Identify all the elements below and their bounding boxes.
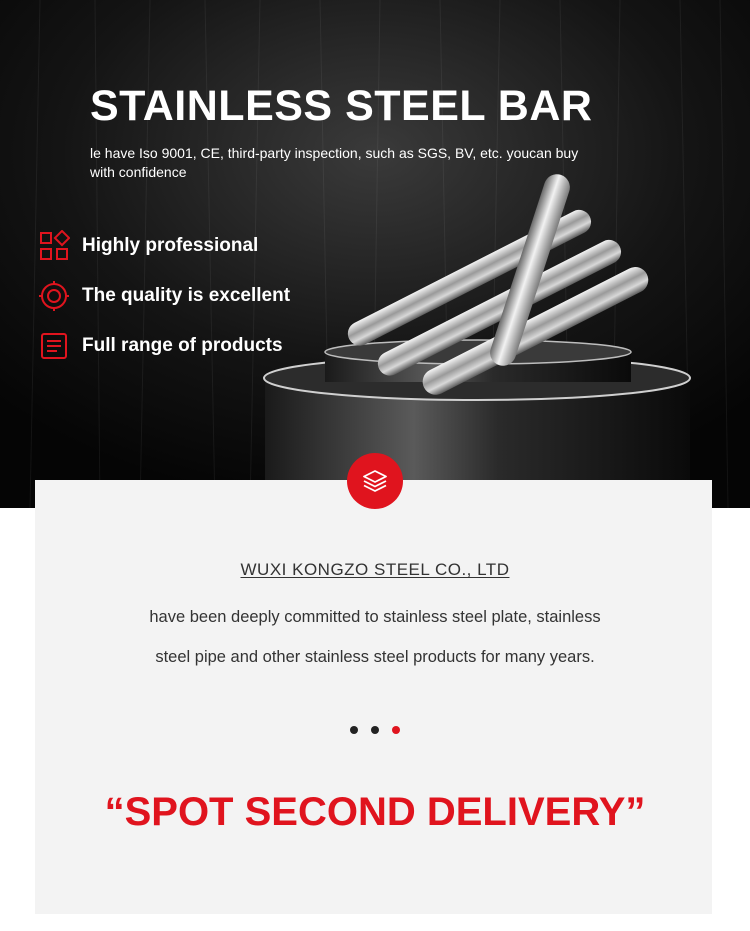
- layers-icon: [361, 467, 389, 495]
- feature-label: The quality is excellent: [82, 285, 291, 306]
- pagination-dot[interactable]: [350, 726, 358, 734]
- slogan: “SPOT SECOND DELIVERY”: [104, 790, 646, 834]
- quality-target-icon: [38, 280, 70, 312]
- feature-label: Highly professional: [82, 235, 259, 256]
- pagination-dot-active[interactable]: [392, 726, 400, 734]
- pagination-dot[interactable]: [371, 726, 379, 734]
- layers-badge: [347, 453, 403, 509]
- hero-subtitle: le have Iso 9001, CE, third-party inspection, such as SGS, BV, etc. youcan buy with confidence: [90, 145, 579, 180]
- hero-title: STAINLESS STEEL BAR: [90, 82, 593, 130]
- company-card: [35, 480, 712, 914]
- feature-item-range: [38, 328, 283, 364]
- company-name[interactable]: WUXI KONGZO STEEL CO., LTD: [240, 560, 510, 579]
- feature-label: Full range of products: [82, 335, 283, 356]
- grid-shapes-icon: [38, 230, 70, 262]
- company-description-line-2: steel pipe and other stainless steel products for many years.: [155, 648, 595, 666]
- steel-bar-product-image: [255, 160, 705, 508]
- feature-item-professional: [38, 228, 258, 264]
- company-description-line-1: have been deeply committed to stainless steel plate, stainless: [149, 608, 601, 626]
- feature-item-quality: [38, 278, 290, 314]
- list-document-icon: [38, 330, 70, 362]
